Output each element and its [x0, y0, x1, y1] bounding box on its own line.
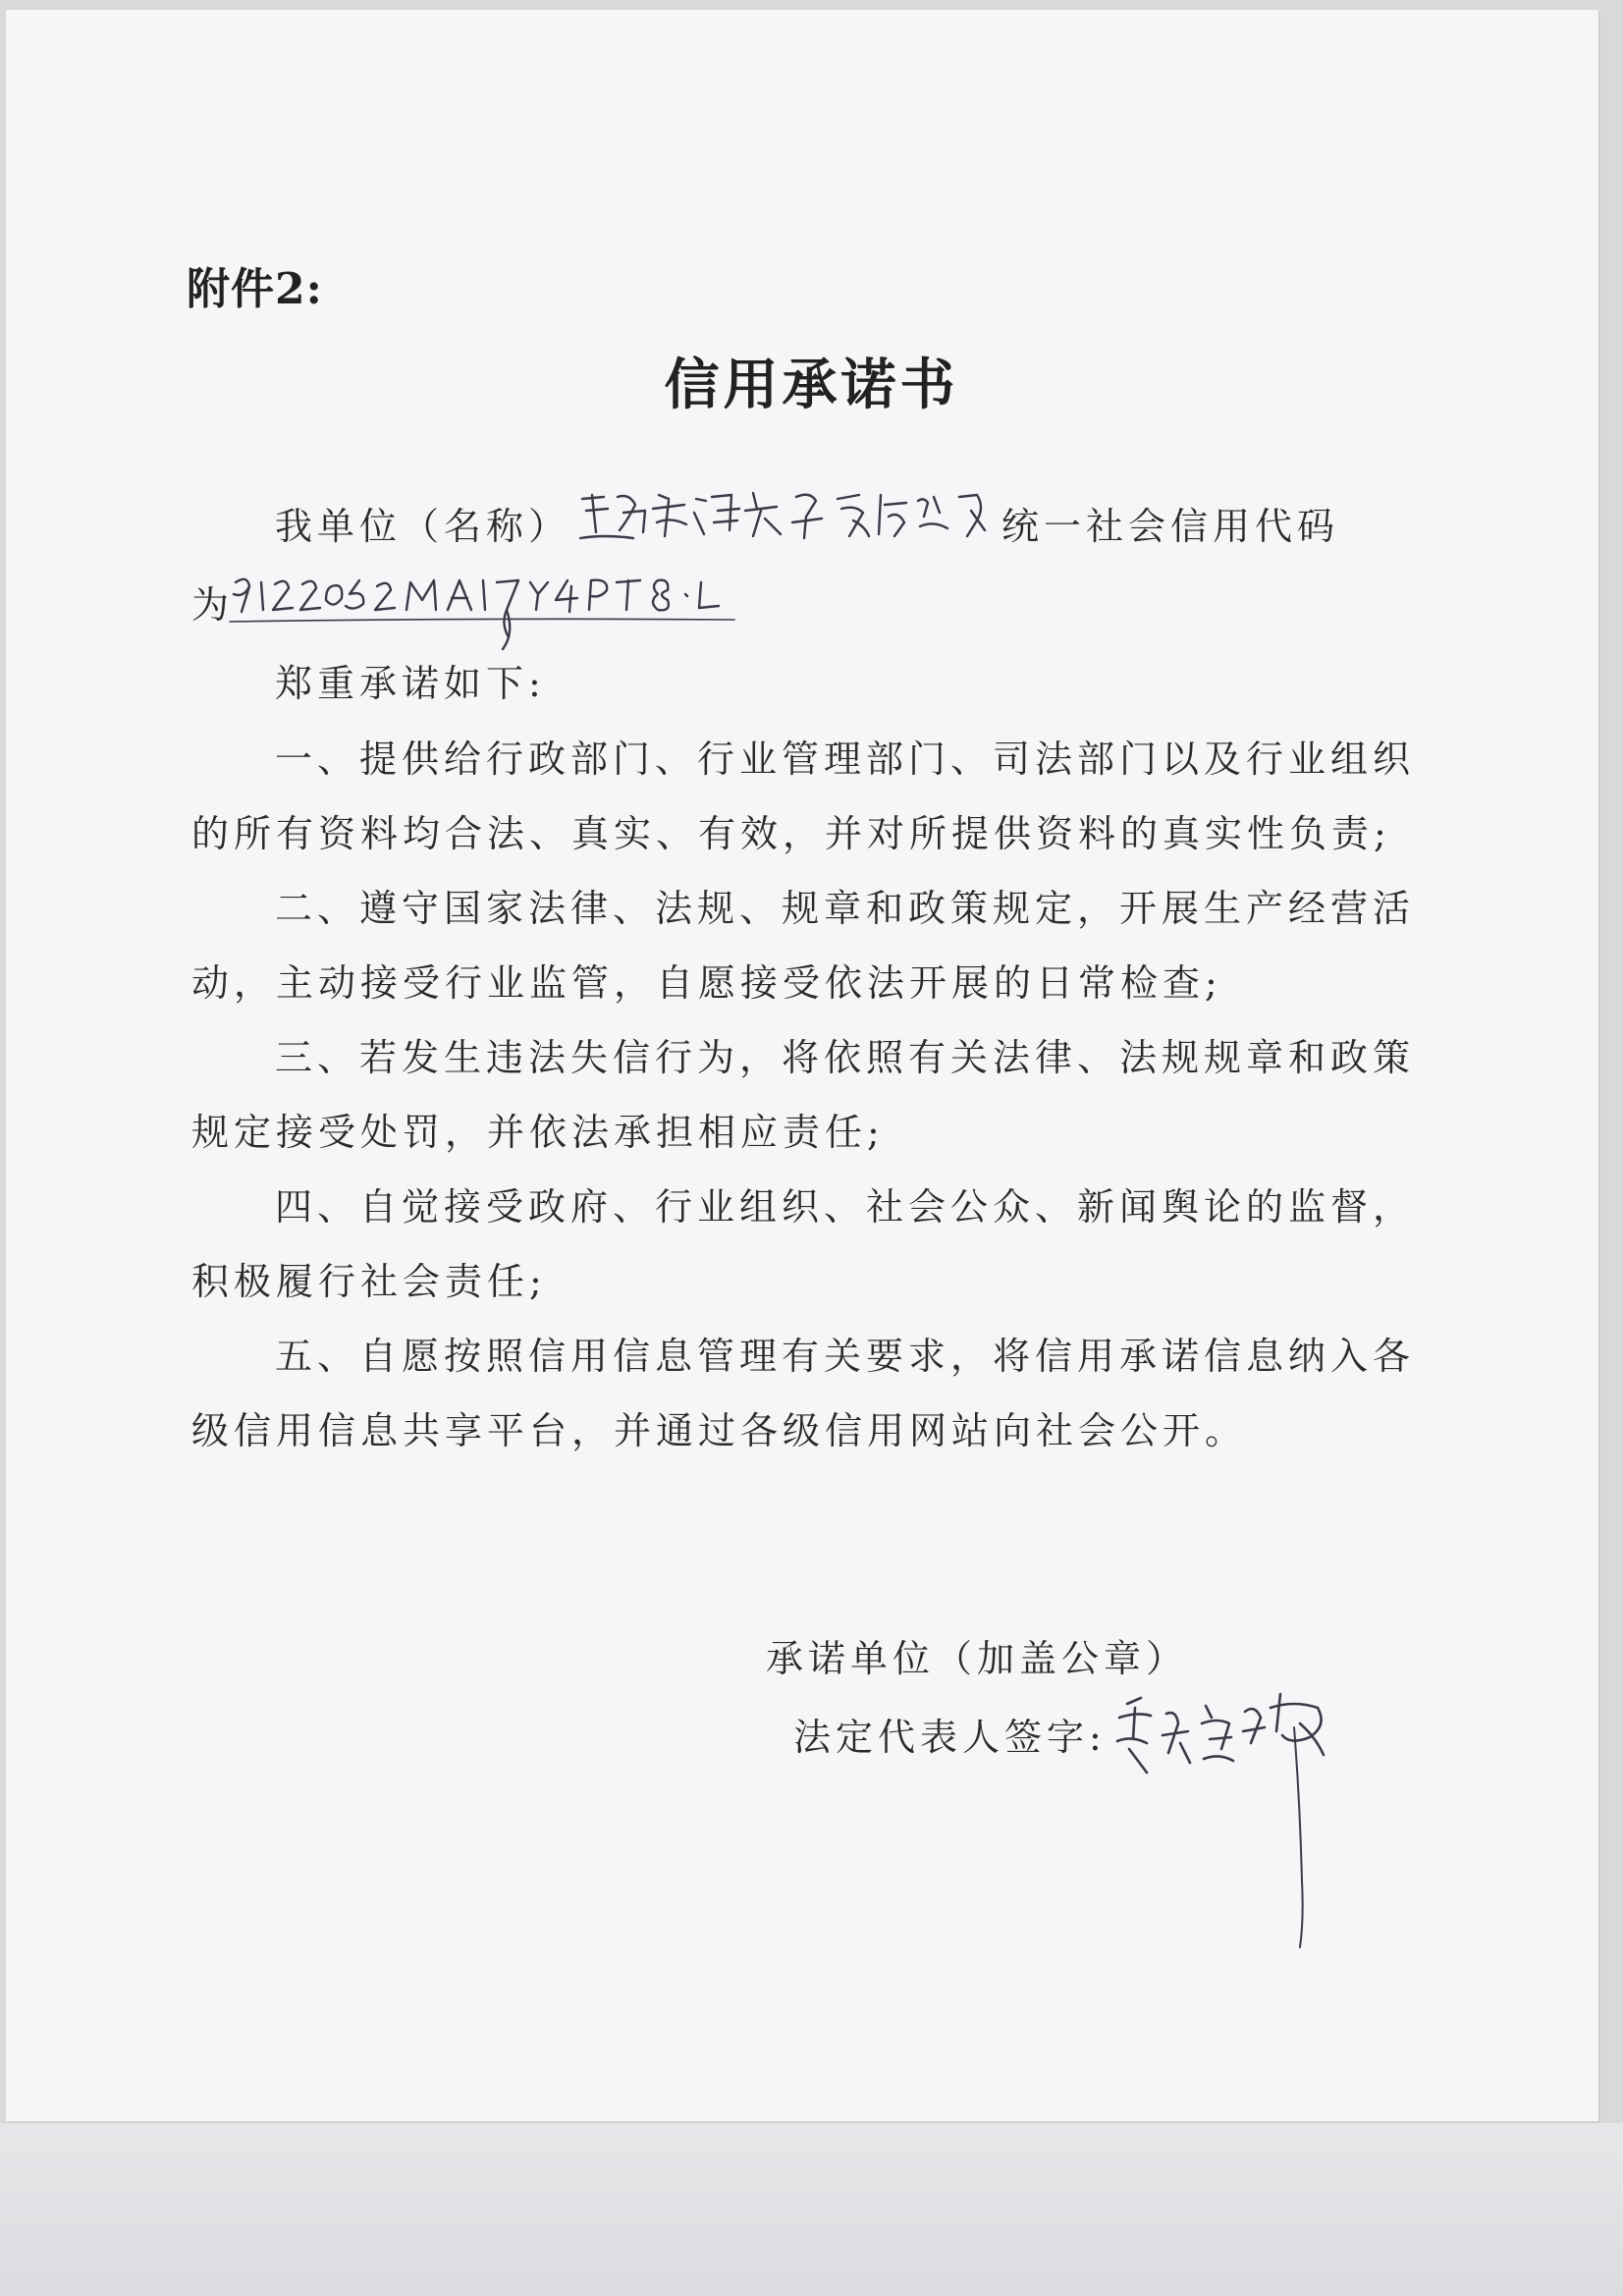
commitment-1-line-1: 一、提供给行政部门、行业管理部门、司法部门以及行业组织: [275, 738, 1416, 781]
commitment-2-line-2: 动，主动接受行业监管，自愿接受依法开展的日常检查;: [191, 961, 1222, 1005]
seal-label: 承诺单位（加盖公章）: [766, 1637, 1189, 1680]
commitment-4-line-1: 四、自觉接受政府、行业组织、社会公众、新闻舆论的监督，: [275, 1185, 1416, 1229]
commitment-5-line-2: 级信用信息共享平台，并通过各级信用网站向社会公开。: [191, 1409, 1248, 1452]
commitment-4-line-2: 积极履行社会责任;: [191, 1260, 547, 1303]
handwritten-signature: [1108, 1684, 1348, 1959]
intro-prefix: 我单位（名称）: [275, 505, 571, 548]
commitment-lead: 郑重承诺如下:: [275, 662, 546, 705]
commitment-2-line-1: 二、遵守国家法律、法规、规章和政策规定，开展生产经营活: [275, 887, 1416, 930]
code-prefix: 为: [191, 583, 235, 627]
credit-code-label: 统一社会信用代码: [1001, 505, 1340, 548]
commitment-1-line-2: 的所有资料均合法、真实、有效，并对所提供资料的真实性负责;: [191, 812, 1391, 855]
commitment-5-line-1: 五、自愿按照信用信息管理有关要求，将信用承诺信息纳入各: [275, 1335, 1416, 1378]
attachment-label: 附件2:: [187, 264, 323, 314]
document-title: 信用承诺书: [664, 353, 959, 417]
handwritten-company-name: [574, 487, 992, 546]
legal-representative-label: 法定代表人签字:: [793, 1716, 1107, 1759]
handwritten-credit-code: [224, 565, 833, 653]
commitment-3-line-1: 三、若发生违法失信行为，将依照有关法律、法规规章和政策: [275, 1036, 1416, 1079]
commitment-3-line-2: 规定接受处罚，并依法承担相应责任;: [191, 1111, 885, 1154]
